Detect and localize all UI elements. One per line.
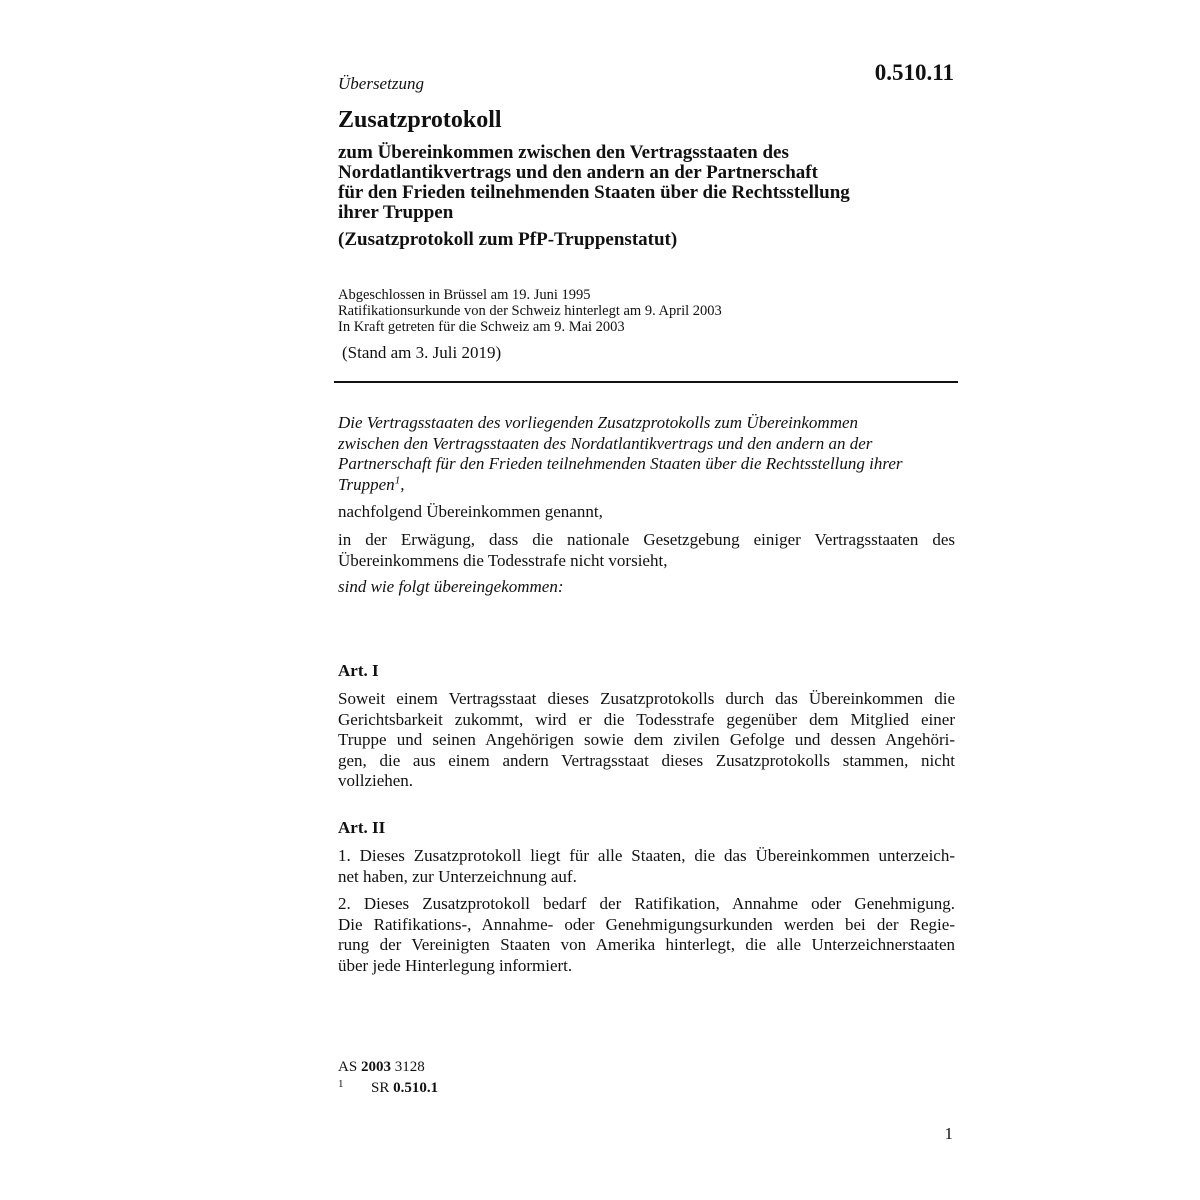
ratification-date: Ratifikationsurkunde von der Schweiz hinterlegt am 9. April 2003: [338, 303, 722, 319]
article-heading: Art. I: [338, 661, 379, 680]
preamble-line: zwischen den Vertragsstaaten des Nordatlantikvertrags und den andern an der: [338, 433, 873, 453]
page-number: 1: [944, 1124, 953, 1143]
subtitle-line: Nordatlantikvertrags und den andern an der Partnerschaft: [338, 162, 818, 183]
translation-label: Übersetzung: [338, 74, 424, 93]
subtitle-line: zum Übereinkommen zwischen den Vertragsstaaten des: [338, 142, 789, 163]
footnote-reference[interactable]: 1: [394, 473, 401, 486]
official-collection-reference: AS 2003 3128: [338, 1059, 425, 1075]
article-paragraph: 1. Dieses Zusatzprotokoll liegt für alle Staaten, die das Übereinkommen unterzeich- net haben, zur Unterzeichnung auf.: [338, 846, 955, 886]
footnote-text: SR 0.510.1: [371, 1080, 439, 1096]
subtitle-line: für den Frieden teilnehmenden Staaten über die Rechtsstellung: [338, 182, 850, 203]
status-date: (Stand am 3. Juli 2019): [342, 343, 502, 362]
preamble-consideration: in der Erwägung, dass die nationale Gesetzgebung einiger Vertragsstaaten des Übereinkommens die Todesstrafe nicht vorsieht,: [338, 530, 955, 570]
preamble-line-last: Truppen$^1$,: [338, 473, 405, 494]
in-force-date: In Kraft getreten für die Schweiz am 9. Mai 2003: [338, 319, 625, 335]
treaty-metadata: [338, 287, 722, 335]
preamble-line: Partnerschaft für den Frieden teilnehmenden Staaten über die Rechtsstellung ihrer: [338, 454, 903, 473]
preamble-line: Die Vertragsstaaten des vorliegenden Zusatzprotokolls zum Übereinkommen: [338, 413, 859, 432]
short-title: (Zusatzprotokoll zum PfP-Truppenstatut): [338, 229, 678, 250]
sr-number: 0.510.11: [874, 60, 954, 85]
preamble-agreed: sind wie folgt übereingekommen:: [338, 577, 564, 596]
article-paragraph: 2. Dieses Zusatzprotokoll bedarf der Ratifikation, Annahme oder Genehmigung. Die Ratifikations-, Annahme- oder Genehmigungsurkunden werden bei der Regie- rung der Vereinigten Staaten von Amerika hinterlegt, die alle Unterzeichnerstaaten über jede Hinterlegung informiert.: [338, 894, 955, 975]
document-title: Zusatzprotokoll: [338, 107, 502, 133]
header-divider: [334, 381, 958, 383]
article-heading: Art. II: [338, 818, 386, 837]
concluded-date: Abgeschlossen in Brüssel am 19. Juni 1995: [338, 287, 591, 303]
preamble-named: nachfolgend Übereinkommen genannt,: [338, 502, 603, 521]
footnote: [338, 1078, 439, 1097]
preamble: [338, 413, 955, 495]
footnote-mark: 1: [338, 1078, 344, 1090]
article-paragraph: Soweit einem Vertragsstaat dieses Zusatzprotokolls durch das Übereinkommen die Gerichtsbarkeit zukommt, wird er die Todesstrafe gegenüber dem Mitglied einer Truppe und seinen Angehörigen sowie dem zivilen Gefolge und dessen Angehöri- gen, die aus einem andern Vertragsstaat dieses Zusatzprotokolls stammen, nicht vollziehen.: [338, 689, 955, 790]
document-subtitle: [338, 143, 958, 223]
subtitle-line: ihrer Truppen: [338, 202, 454, 223]
